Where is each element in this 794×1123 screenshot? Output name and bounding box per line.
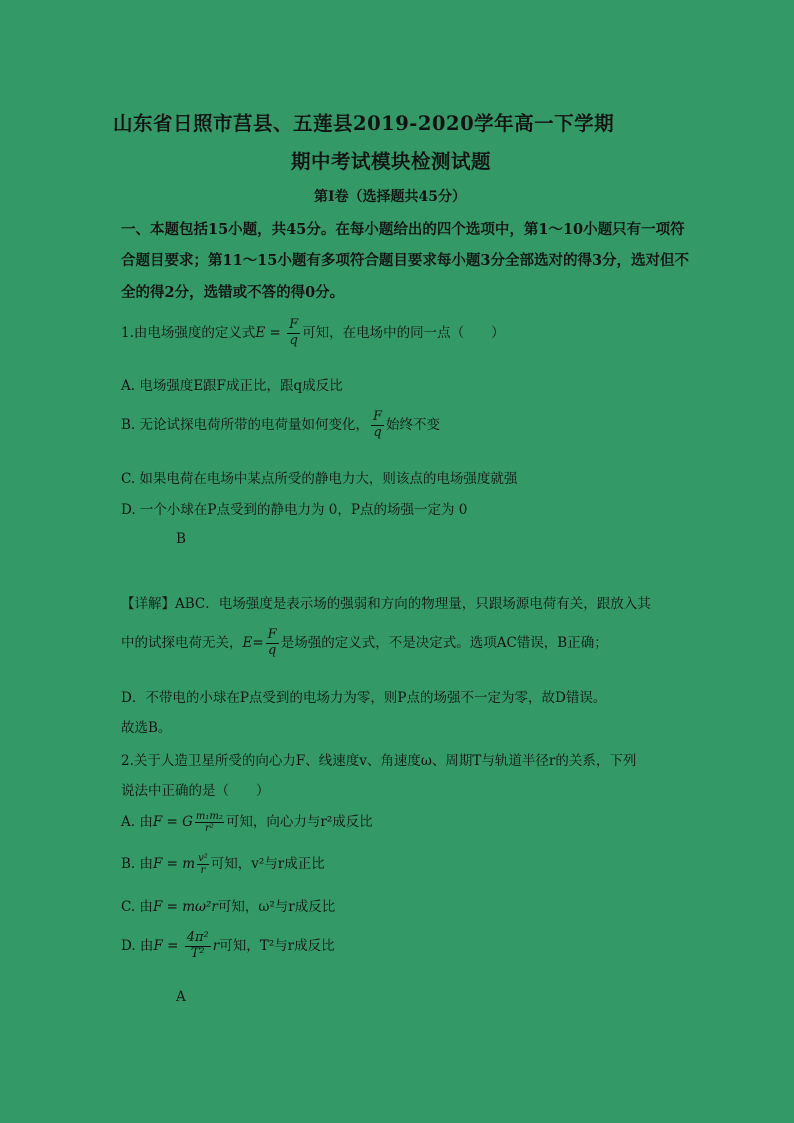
q1-frac-den: q bbox=[289, 332, 298, 348]
q2-optB-post: 可知，v²与r成正比 bbox=[210, 856, 325, 872]
q1-optB-frac-num: F bbox=[373, 409, 383, 424]
question-2-option-b bbox=[121, 852, 325, 877]
q1-explanation-line2 bbox=[121, 628, 608, 659]
question-2-answer: A bbox=[176, 989, 186, 1005]
q2-optA-num: m₁m₂ bbox=[195, 810, 223, 822]
q2-optB-num: v² bbox=[198, 852, 208, 864]
q1-stem-pre: 1.由电场强度的定义式 bbox=[121, 324, 256, 341]
q2-optB-lhs: F = m bbox=[153, 856, 196, 872]
q2-optB-pre: B. 由 bbox=[121, 856, 154, 872]
q2-optA-lhs: F = G bbox=[152, 814, 193, 830]
question-2-option-a bbox=[121, 810, 373, 835]
q2-optC-formula: F = mω²r bbox=[152, 899, 218, 915]
q1-optB-frac-den: q bbox=[373, 424, 382, 440]
document-title-line1: 山东省日照市莒县、五莲县2019-2020学年高一下学期 bbox=[113, 112, 615, 135]
q2-optA-post: 可知，向心力与r²成反比 bbox=[225, 814, 373, 830]
q1-stem-post: 可知，在电场中的同一点（ ） bbox=[302, 324, 505, 341]
q1-explanation-line1: 【详解】ABC．电场强度是表示场的强弱和方向的物理量，只跟场源电荷有关，跟放入其 bbox=[121, 596, 651, 612]
q2-optD-post: 可知，T²与r成反比 bbox=[219, 937, 335, 954]
q2-optB-den: r bbox=[200, 865, 206, 876]
instructions-line1: 一、本题包括15小题，共45分。在每小题给出的四个选项中，第1～10小题只有一项符 bbox=[121, 221, 685, 238]
q1-explain-frac-den: q bbox=[268, 642, 277, 658]
q2-optD-fraction bbox=[185, 931, 211, 962]
q2-optD-rhs: r bbox=[212, 937, 220, 954]
question-2-stem-line2: 说法中正确的是（ ） bbox=[121, 783, 270, 799]
q2-optA-den: r² bbox=[204, 823, 214, 834]
question-2-option-c bbox=[121, 895, 335, 915]
q2-optD-lhs: F = bbox=[153, 937, 183, 954]
instructions-line3: 全的得2分，选错或不答的得0分。 bbox=[121, 284, 345, 301]
question-1-option-a: A. 电场强度E跟F成正比，跟q成反比 bbox=[121, 378, 343, 394]
question-1-option-d: D. 一个小球在P点受到的静电力为 0，P点的场强一定为 0 bbox=[121, 502, 468, 518]
question-1-option-c: C. 如果电荷在电场中某点所受的静电力大，则该点的电场强度就强 bbox=[121, 471, 518, 487]
section-heading: 第I卷（选择题共45分） bbox=[314, 189, 467, 205]
q2-optB-fraction bbox=[197, 853, 209, 877]
q1-explanation-line3: D．不带电的小球在P点受到的电场力为零，则P点的场强不一定为零，故D错误。 bbox=[121, 690, 607, 706]
q2-optD-den: T² bbox=[190, 945, 205, 961]
document-title-line2: 期中考试模块检测试题 bbox=[291, 150, 492, 173]
q1-optB-post: 始终不变 bbox=[386, 416, 441, 433]
q1-explain2-var: E bbox=[242, 634, 253, 651]
q1-stem-eq: = bbox=[265, 324, 286, 341]
q2-optC-pre: C. 由 bbox=[121, 899, 153, 915]
q1-optB-fraction bbox=[371, 410, 384, 441]
q1-explain2-post: 是场强的定义式，不是决定式。选项AC错误，B正确； bbox=[280, 634, 608, 651]
q1-frac-num: F bbox=[289, 317, 299, 332]
question-2-option-d bbox=[121, 931, 335, 962]
q1-stem-var: E bbox=[255, 324, 266, 341]
q1-explain-fraction bbox=[266, 628, 279, 659]
instructions-line2: 合题目要求；第11～15小题有多项符合题目要求每小题3分全部选对的得3分，选对但不 bbox=[121, 252, 690, 269]
q1-explain2-pre: 中的试探电荷无关， bbox=[121, 634, 243, 651]
question-1-stem bbox=[121, 318, 505, 349]
q1-explain2-eq: = bbox=[252, 634, 264, 651]
question-1-option-b bbox=[121, 410, 440, 441]
q2-optC-post: 可知，ω²与r成反比 bbox=[217, 899, 336, 915]
q1-fraction bbox=[287, 318, 300, 349]
q1-explain-frac-num: F bbox=[267, 627, 277, 642]
q2-optD-pre: D. 由 bbox=[121, 937, 154, 954]
q1-optB-pre: B. 无论试探电荷所带的电荷量如何变化， bbox=[121, 416, 370, 433]
q2-optA-fraction bbox=[195, 811, 224, 835]
question-2-stem-line1: 2.关于人造卫星所受的向心力F、线速度v、角速度ω、周期T与轨道半径r的关系，下列 bbox=[121, 753, 637, 769]
question-1-answer: B bbox=[176, 531, 186, 547]
q1-explanation-line4: 故选B。 bbox=[121, 720, 172, 736]
q2-optA-pre: A. 由 bbox=[121, 814, 153, 830]
q2-optD-num: 4π² bbox=[186, 930, 209, 945]
